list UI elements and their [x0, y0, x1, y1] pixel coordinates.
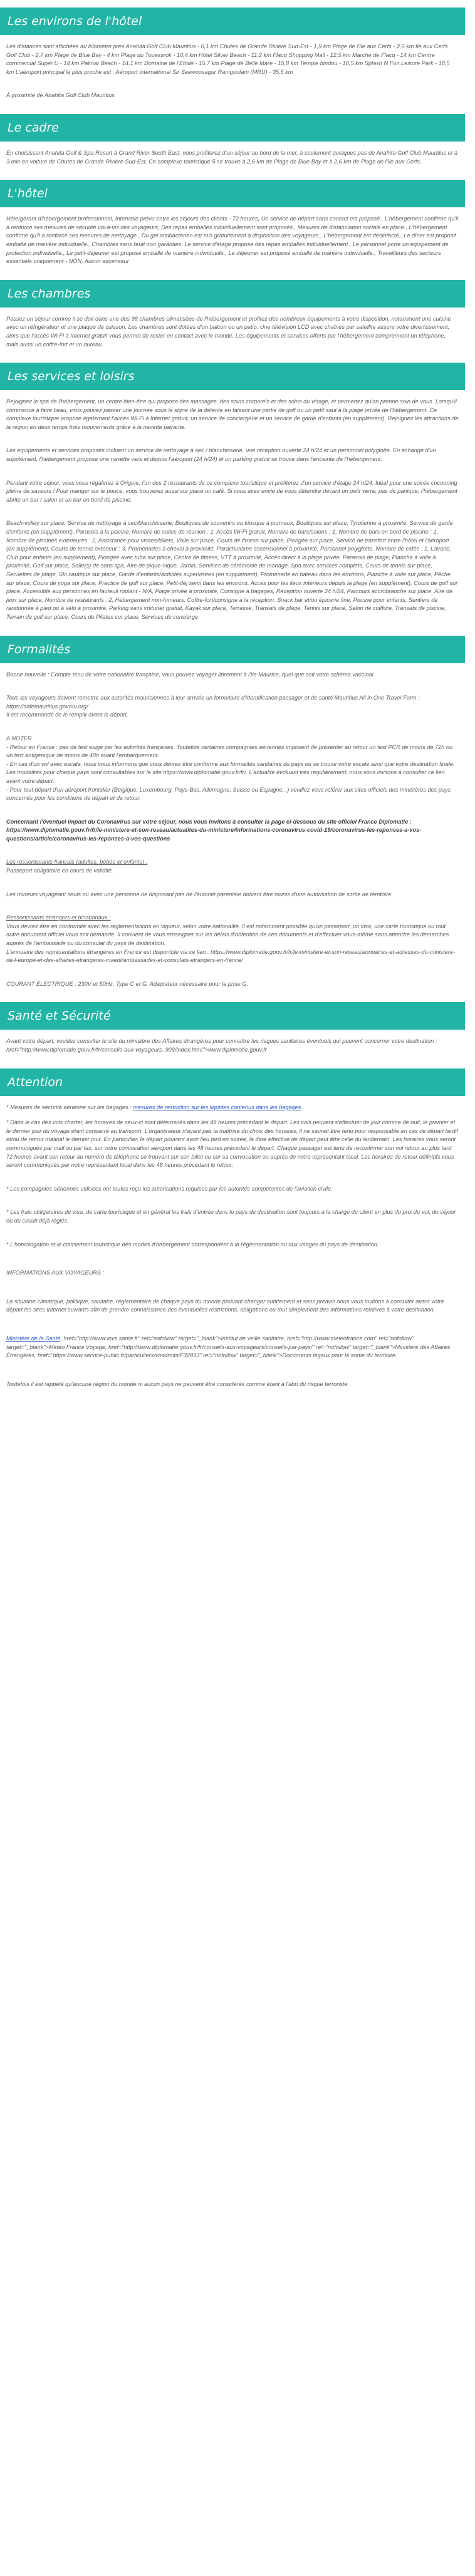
ministry-health-link[interactable]: Ministère de la Santé — [6, 1335, 61, 1342]
section-body — [0, 215, 465, 266]
section-hotel — [0, 180, 465, 266]
attention-links — [6, 1335, 459, 1360]
section-header — [0, 8, 465, 35]
services-amenities-list: Beach-volley sur place, Service de nettoyage à sec/blanchisserie, Boutiques de souvenirs ou kiosque à journaux, Boutiques sur place, Tyrolienne à proximité, Service de garde d'enfants (en supplément), Parasols à la piscine, Nombre de salles de réunion : 1, Accès Wi-Fi gratuit, Nombre de bars/salons : 1, Nombre de bars en bord de piscine : 1, Nombre de piscines extérieures : 2, Assistance pour visites/billets, Voile sur place, Cours de fitness sur place, Plongée sur place, Service de transfert entre l'hôtel et l'aéroport (en supplément), Courts de tennis extérieur : 3, Promenades à cheval à proximité, Parachutisme ascensionnel à proximité, Personnel polyglotte, Nombre de cafés : 1, Lavarie, Club pour enfants (en supplément), Plongée avec tuba sur place, Centre de fitness, VTT à proximité, Accès direct à la plage privée, Parasols de plage, Planche à voile à proximité, Golf sur place, Salle(s) de sons spa, Aire de pique-nique, Jardin, Services de cérémonie de mariage, Spa avec services complets, Cours de tennis sur place, Serviettes de plage, Ski nautique sur place, Garde d'enfants/activités supervisées (en supplément), Promenade en bateau dans les environs, Planche à voile sur place, Pêche sur place, Cours de yoga sur place, Practice de golf sur place, Petit-déj servi dans les environs, Accès pour les lieux intérieurs depuis la plage (en supplément), Cours de golf sur place, Accessible aux personnes en fauteuil roulant - N/A, Plage privée à proximité, Consigne à bagages, Réception ouverte 24 h/24, Parcours accrobranche sur place, Aire de jeux sur place, Nombre de restaurants : 2, Hébergement non-fumeurs, Coffre-fort/consigne à la réception, Snack bar et/ou épicerie fine, Piscine pour enfants, Sentiers de randonnée à pied ou à vélo à proximité, Parking sans voiturier gratuit, Kayak sur place, Terrasse, Transats de plage, Tennis sur place, Salon de coiffure, Transats de piscine, Terrain de golf sur place, Cours de Pilates sur place, Services de concierge — [6, 520, 458, 620]
french-nationals-passport: Passeport obligatoire en cours de validité. — [6, 867, 113, 874]
attention-airlines: * Les compagnies aériennes utilisées ont toutes reçu les autorisations requises par les autorités compétentes de l'aviation civile. — [6, 1185, 333, 1192]
section-title: L'hôtel — [8, 187, 48, 201]
section-body — [0, 1104, 465, 1389]
hotel-paragraph: Hôte/gérant d'hébergement professionnel, Intervalle prévu entre les séjours des clients - 72 heures, Un service de départ sans contact est proposé., L'hébergement confirme qu'il a renforcé ses mesures de sécurité vis-à-vis des voyageurs, Des repas emballés individuellement sont proposés., Mesures de distanciation sociale en place., L'hébergement confirme qu'il a renforcé ses mesures de nettoyage., Du gel antibactérien est mis gratuitement à disposition des voyageurs., L'hébergement est désinfecté., Le dîner est proposé emballé de manière individuelle., Chambres sans bruit non garanties, Le service d'étage propose des repas emballés individuellement., Le personnel porte un équipement de protection individuelle., Le petit-déjeuner est proposé emballé de manière individuelle., Le déjeuner est proposé emballé de manière individuelle., Travailleurs des secteurs essentiels uniquement - NON, Aucun ascenseur — [6, 215, 459, 265]
section-title: Les services et loisirs — [8, 370, 135, 384]
attention-terrorism: Toutefois il est rappelé qu'aucune région du monde ni aucun pays ne peuvent être considérés comme étant à l'abri du risque terroriste. — [6, 1380, 350, 1387]
formalities-good-news: Bonne nouvelle : Compte tenu de votre nationalité française, vous pouvez voyager librement à l'Ile Maurice, quel que soit votre schéma vaccinal. — [6, 671, 375, 678]
nearby-note: À proximité de Anahita Golf Club Mauritius — [6, 92, 115, 99]
section-body — [0, 671, 465, 989]
foreigners-text: Vous devrez être en conformité avec les réglementations en vigueur, selon votre nationalité. Il est notamment possible qu'un passeport, un visa, une carte touristique ou tout autre document officiel vous soit demandé. Il convient de vous renseigner sur les délais d'obtention de ces documents et d'effectuer vous-même sans attendre les démarches auprès de l'ambassade ou du consulat du pays de destination. — [6, 923, 449, 947]
section-body — [0, 315, 465, 349]
section-body — [0, 149, 465, 166]
french-nationals-heading: Les ressortissants français (adultes, bébés et enfants) : — [6, 859, 148, 866]
section-title: Les environs de l'hôtel — [8, 14, 142, 28]
formalities-minors: Les mineurs voyageant seuls ou avec une personne ne disposant pas de l'autorité parentale doivent être munis d'une autorisation de sortie de territoire. — [6, 891, 393, 897]
section-header — [0, 363, 465, 390]
section-header — [0, 114, 465, 142]
section-attention — [0, 1068, 465, 1389]
section-title: Les chambres — [8, 286, 91, 301]
notes-stopover: - En cas d'un vol avec escale, nous vous informons que vous devrez être conforme aux formalités sanitaires du pays où se trouve votre escale ainsi que votre destination finale. — [6, 760, 455, 767]
attention-baggage — [6, 1104, 459, 1112]
section-header — [0, 180, 465, 207]
section-cadre — [0, 114, 465, 166]
section-header — [0, 1002, 465, 1030]
attention-info-heading: INFORMATIONS AUX VOYAGEURS : — [6, 1270, 105, 1276]
section-title: Attention — [8, 1075, 63, 1089]
formalities-french-nationals — [6, 858, 459, 875]
section-sante — [0, 1002, 465, 1054]
liquids-restriction-link[interactable]: mesures de restriction sur les liquides contenus dans les bagages — [133, 1104, 301, 1110]
coronavirus-text: Concernant l'éventuel impact du Coronavirus sur votre séjour, nous vous invitons à consulter la page ci-dessous du site officiel France Diplomatie : https://www.diplomatie.gouv.fr/fr/le-ministere-et-son-reseau/actualites-du-ministere/informations-coronavirus-covid-19/coronavirus-les-reponses-a-vos-questions/article/coronavirus-les-reponses-a-vos-questions — [6, 818, 422, 842]
section-header — [0, 636, 465, 663]
section-header — [0, 280, 465, 308]
attention-visa-fees: * Les frais obligatoires de visa, de carte touristique et en général les frais d'entrée dans le pays de destination sont toujours à la charge du client en plus du prix du vol, du séjour ou du circuit déjà réglés. — [6, 1209, 456, 1224]
health-paragraph: Avant votre départ, veuillez consulter le site du ministère des Affaires étrangères pour connaître les risques sanitaires éventuels qui peuvent concerner votre destination : href="http://www.diplomatie.gouv.fr/fr/conseils-aux-voyageurs_909/index.html">www.diplomatie.gouv.fr — [6, 1038, 437, 1053]
formalities-travel-form — [6, 694, 459, 720]
section-environs — [0, 8, 465, 100]
section-body — [0, 398, 465, 621]
notes-return: - Retour en France : pas de test exigé par les autorités françaises. Toutefois certaines compagnies aériennes imposent de présenter au retour un test PCR de moins de 72h ou un test antigénique de moins de 48h avant l'embarquement. — [6, 743, 453, 759]
attention-situation: La situation climatique, politique, sanitaire, réglementaire de chaque pays du monde pouvant changer subitement et sans préavis nous vous invitons à consulter avant votre départ les sites Internet suivants afin de prendre connaissance des éventuelles restrictions, obligations ou tout simplement des informations relatives à votre destination. — [6, 1298, 444, 1313]
section-body — [0, 43, 465, 100]
nearby-distances: Les distances sont affichées au kilomètre près Anahita Golf Club Mauritius - 0,1 km Chutes de Grande Rivière Sud-Est - 1,9 km Plage de l'île aux Cerfs - 2,6 km Ile aux Cerfs Golf Club - 2,7 km Plage de Blue Bay - 4 km Plage du Touessrok - 10,4 km Hôtel Silver Beach - 11,2 km Flacq Shopping Mall - 12,5 km Marché de Flacq - 14 km Centre commercial Super U - 14 km Palmar Beach - 14,1 km Domaine de l'Etoile - 15,7 km Plage de Belle Mare - 15,8 km Temple hindou - 18,5 km Splash N Fun Leisure Park - 18,5 km L'aéroport principal le plus proche est : Aéroport international Sir Seewoosagur Ramgoolam (MRU) - 35,5 km — [6, 43, 450, 75]
baggage-suffix: . — [301, 1104, 303, 1110]
links-text: , href="http://www.invs.sante.fr" rel="nofollow" target="_blank">Institut de veille sanitaire, href="http://www.meteofrance.com" rel="nofollow" target="_blank">Météo France Voyage, href="http://www.diplomatie.gouv.fr/fr/conseils-aux-voyageurs/conseils-par-pays/" rel="nofollow" target="_blank">Ministère des Affaires Étrangères, href="https://www.service-public.fr/particuliers/vosdroits/F32833" rel="nofollow" target="_blank">Documents légaux pour la sortie du territoire. — [6, 1335, 451, 1359]
section-formalites — [0, 636, 465, 989]
travel-form-note: Il est recommandé de le remplir avant le départ. — [6, 711, 128, 718]
services-paragraph-2: Les équipements et services proposés incluent un service de nettoyage à sec / blanchisserie, une réception ouverte 24 h/24 et un personnel polyglotte. En échange d'un supplément, l'hébergement propose une navette vers et depuis l'aéroport (24 h/24) et un parking gratuit se trouve dans l'enceinte de l'hébergement. — [6, 447, 436, 463]
formalities-coronavirus — [6, 818, 459, 844]
foreigners-directory: L'annuaire des représentations étrangères en France est disponible via ce lien : https://www.diplomatie.gouv.fr/fr/le-ministere-et-son-reseau/annuaires-et-adresses-du-ministere-de-l-europe-et-des-affaires-etrangeres-maedi/ambassades-et-consulats-etrangers-en-france/ — [6, 948, 456, 964]
section-chambres — [0, 280, 465, 349]
section-services — [0, 363, 465, 621]
notes-border-airport: - Pour tout départ d'un aéroport frontalier (Belgique, Luxembourg, Pays-Bas, Allemagne, Suisse ou Espagne...) veuillez vous référer aux sites officiels des ministères des pays concernés pour les conditions de départ et de retour. — [6, 786, 451, 802]
formalities-electricity: COURANT ÉLECTRIQUE : 230V et 50Hz. Type C et G. Adaptateur nécessaire pour la prise G. — [6, 980, 249, 987]
formalities-foreigners — [6, 914, 459, 965]
setting-paragraph: En choisissant Anahita Golf & Spa Resort à Grand River South East, vous profiterez d'un séjour au bord de la mer, à seulement quelques pas de Anahita Golf Club Mauritius et à 3 min en voiture de Chutes de Grande Rivière Sud-Est. Ce complexe touristique 5 se trouve à 2,6 km de Plage de Blue Bay et à 2,6 km de Plage de l'île aux Cerfs. — [6, 149, 458, 165]
baggage-prefix: * Mesures de sécurité aérienne sur les bagages : — [6, 1104, 133, 1110]
section-header — [0, 1068, 465, 1096]
notes-heading: A NOTER — [6, 735, 32, 742]
attention-classification: * L'homologation et le classement touristique des modes d'hébergement correspondent à la réglementation ou aux usages du pays de destination. — [6, 1241, 379, 1248]
notes-modalities: Les modalités pour chaque pays sont consultables sur le site https://www.diplomatie.gouv.fr/fr/. L'actualité évoluant très régulièrement, nous vous invitons à consulter ce lien avant votre départ. — [6, 769, 445, 784]
formalities-notes — [6, 735, 459, 803]
section-body — [0, 1037, 465, 1054]
attention-charter-flights: * Dans le cas des vols charter, les horaires de ceux-ci sont déterminés dans les 48 heures précédant le départ. Les vols peuvent s'effectuer de jour comme de nuit, le premier et le dernier jour du voyage étant consacré au transport. L'organisateur n'ayant pas la maîtrise du choix des horaires, il ne saurait être tenu pour responsable en cas de départ tardif et/ou de retour matinal le dernier jour. En particulier, le départ pouvant avoir lieu tard en soirée, la date effective de départ peut être celle du lendemain. Les horaires vous seront communiqués par mail ou par fax, sur votre convocation aéroport dans les 48 heures précédant le départ. Chaque passager est tenu de reconfirmer son vol retour au plus tard 72 heures avant son retour au numéro de téléphone se trouvant sur son billet ou sur sa convocation ou auprès de notre représentant local. Les horaires de retour définitifs vous seront communiqués par notre représentant local dans les 48 heures précédant le retour. — [6, 1119, 459, 1169]
section-title: Santé et Sécurité — [8, 1009, 111, 1023]
travel-form-text: Tous les voyageurs doivent remettre aux autorités mauriciennes à leur arrivée un formulaire d'identification passager et de santé Mauritius All in One Travel Form : https://safemauritius.govmu.org/ — [6, 695, 420, 710]
rooms-paragraph: Passez un séjour comme il se doit dans une des 98 chambres climatisées de l'hébergement et profitez des nombreux équipements à votre disposition, notamment une cuisine avec un réfrigérateur et une plaque de cuisson. Les chambres sont dotées d'un balcon ou un patio. Une télévision LCD avec chaînes par satellite assure votre divertissement, alors que l'accès Wi-Fi à Internet gratuit vous permet de rester en contact avec le monde. Les équipements et services offerts par l'hébergement comprennent un téléphone, mais aussi un coffre-fort et un bureau. — [6, 315, 451, 348]
section-title: Formalités — [8, 642, 71, 656]
services-paragraph-3: Pendant votre séjour, vous vous régalerez à Origine, l'un des 2 restaurants de ce complexe touristique et profiterez d'un service d'étage 24 h/24. Idéal pour une soirée cocooning pleine de saveurs ! Pour manger sur le pouce, vous trouverez aussi sur place un café. Si vous avez envie de vous détendre devant un petit verre, pas de panique, l'hébergement abrite un bar / salon et un bar en bord de piscine. — [6, 479, 457, 503]
services-paragraph-1: Rejoignez le spa de l'hébergement, un centre bien-être qui propose des massages, des soins corporels et des soins du visage, et permettez qu'on prenne soin de vous. Lorsqu'il commence à faire beau, vous pouvez passer une journée sous le signe de la détente en faisant une partie de golf ou un petit saut à la plage privée de l'hébergement. Ce complexe touristique propose également l'accès Wi-Fi à Internet gratuit, un service de conciergerie et un service de garde d'enfants (en supplément). Rejoignez les attractions de la région en deux temps trois mouvements grâce à la navette payante. — [6, 398, 459, 430]
foreigners-heading: Ressortissants étrangers et binationaux : — [6, 914, 111, 921]
section-title: Le cadre — [8, 120, 59, 135]
